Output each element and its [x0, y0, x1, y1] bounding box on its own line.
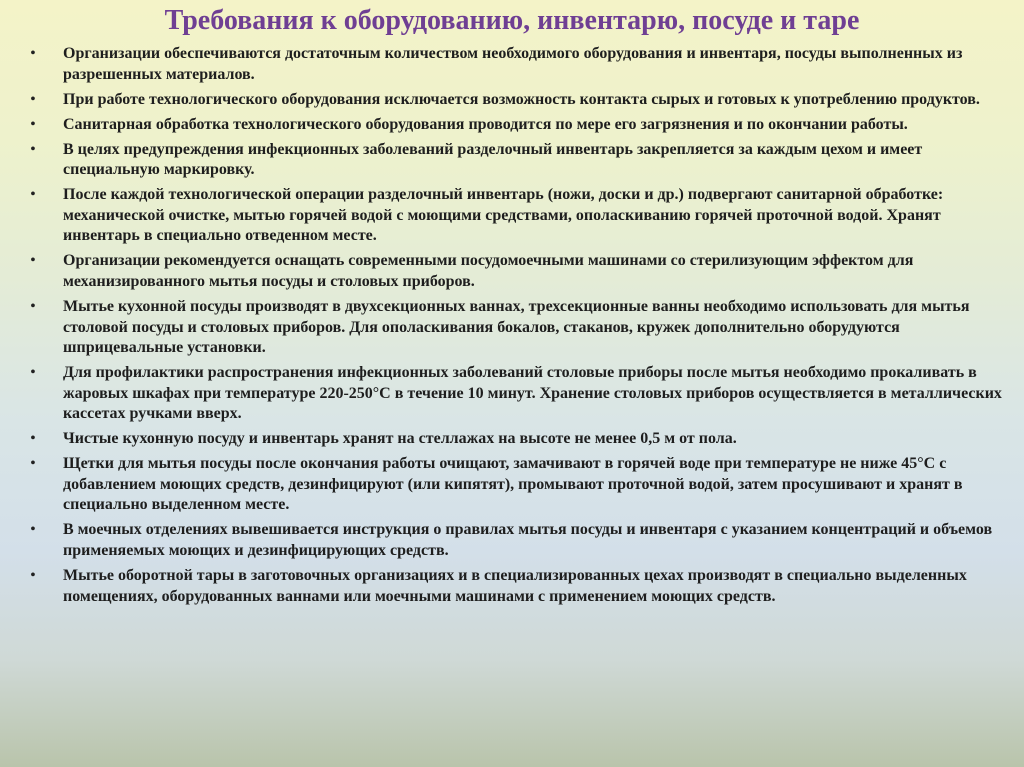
bullet-text: В моечных отделениях вывешивается инструкция о правилах мытья посуды и инвентаря с указанием концентраций и объемов применяемых моющих и дезинфицирующих средств. [63, 521, 993, 559]
bullet-dot-icon: • [30, 299, 36, 315]
bullet-item [26, 44, 1006, 85]
bullet-text: Для профилактики распространения инфекционных заболеваний столовые приборы после мытья необходимо прокаливать в жаровых шкафах при температуре 220-250°С в течение 10 минут. Хранение столовых приборов осуществляется в металлических кассетах ручками вверх. [63, 364, 1002, 423]
bullet-item [26, 566, 1006, 607]
bullet-text: Мытье оборотной тары в заготовочных организациях и в специализированных цехах производят в специально выделенных помещениях, оборудованных ваннами или моечными машинами с применением моющих средств. [63, 567, 967, 605]
bullet-item [26, 251, 1006, 292]
bullet-item [26, 429, 1006, 450]
bullet-text: Санитарная обработка технологического оборудования проводится по мере его загрязнения и по окончании работы. [63, 115, 908, 133]
bullet-dot-icon: • [30, 46, 36, 61]
bullet-text: В целях предупреждения инфекционных заболеваний разделочный инвентарь закрепляется за каждым цехом и имеет специальную маркировку. [63, 140, 923, 179]
bullet-list [26, 44, 1006, 612]
bullet-item [26, 90, 1006, 111]
bullet-dot-icon: • [30, 522, 36, 538]
bullet-dot-icon: • [30, 253, 36, 269]
bullet-dot-icon: • [30, 187, 36, 203]
bullet-dot-icon: • [30, 431, 36, 447]
bullet-text: При работе технологического оборудования исключается возможность контакта сырых и готовых к употреблению продуктов. [63, 90, 980, 108]
bullet-item [26, 297, 1006, 359]
bullet-dot-icon: • [30, 456, 36, 472]
slide-title: Требования к оборудованию, инвентарю, посуде и таре [164, 5, 860, 36]
bullet-item [26, 454, 1006, 516]
bullet-text: Чистые кухонную посуду и инвентарь хранят на стеллажах на высоте не менее 0,5 м от пола. [63, 430, 737, 448]
bullet-item [26, 363, 1006, 425]
bullet-dot-icon: • [30, 365, 36, 381]
bullet-text: Щетки для мытья посуды после окончания работы очищают, замачивают в горячей воде при температуре не ниже 45°С с добавлением моющих средств, дезинфицируют (или кипятят), промывают проточной водой, затем просушивают и хранят в специально выделенном месте. [63, 455, 963, 514]
bullet-dot-icon: • [30, 91, 36, 107]
bullet-item [26, 520, 1006, 561]
bullet-item [26, 140, 1006, 181]
bullet-text: Мытье кухонной посуды производят в двухсекционных ваннах, трехсекционные ванны необходимо использовать для мытья столовой посуды и столовых приборов. Для ополаскивания бокалов, стаканов, кружек дополнительно оборудуются шприцевальные установки. [63, 298, 970, 357]
bullet-item [26, 115, 1006, 136]
bullet-text: Организации обеспечиваются достаточным количеством необходимого оборудования и инвентаря, посуды выполненных из разрешенных материалов. [63, 45, 963, 83]
bullet-text: Организации рекомендуется оснащать современными посудомоечными машинами со стерилизующим эффектом для механизированного мытья посуды и столовых приборов. [63, 252, 914, 290]
bullet-text: После каждой технологической операции разделочный инвентарь (ножи, доски и др.) подвергают санитарной обработке: механической очистке, мытью горячей водой с моющими средствами, ополаскиванию горячей проточной водой. Хранят инвентарь в специально отведенном месте. [63, 186, 944, 245]
bullet-item [26, 185, 1006, 247]
bullet-dot-icon: • [30, 568, 36, 584]
bullet-dot-icon: • [30, 116, 36, 132]
bullet-dot-icon: • [30, 141, 36, 157]
